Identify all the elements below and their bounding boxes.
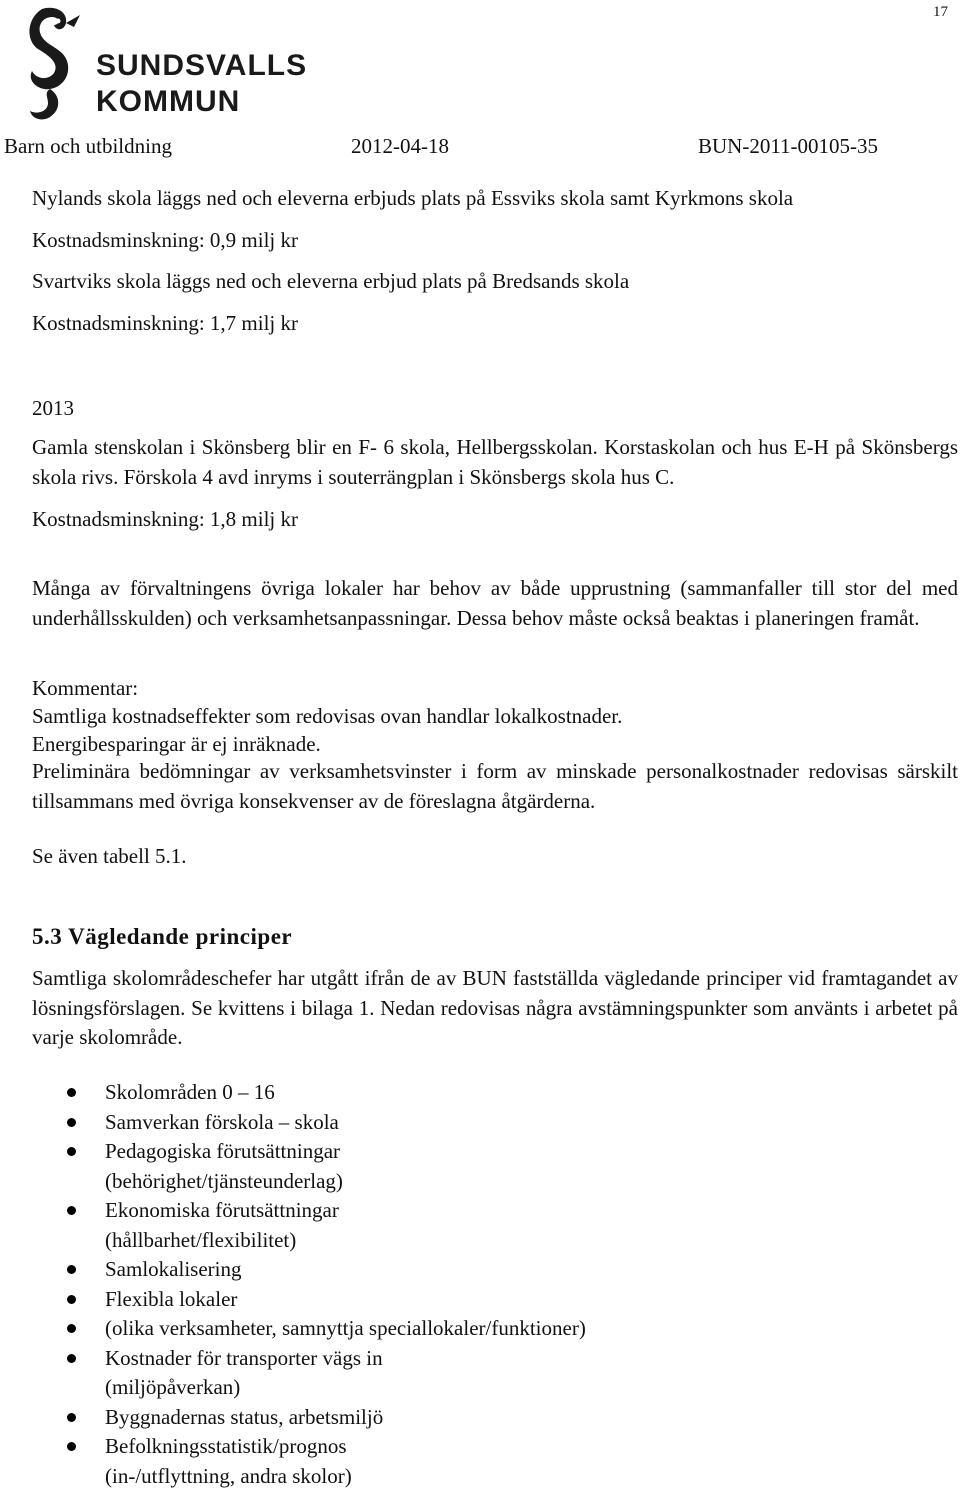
paragraph-many-text: Många av förvaltningens övriga lokaler har behov av både upprustning (sammanfaller till stor del med underhållsskulden) och verksamhetsanpassningar. Dessa behov måste också beaktas i planeringen framåt.: [32, 576, 958, 630]
body-line-4: Kostnadsminskning: 1,7 milj kr: [32, 311, 299, 335]
body-line-1: Nylands skola läggs ned och eleverna erbjuds plats på Essviks skola samt Kyrkmons skola: [32, 186, 794, 210]
paragraph-2013-text: Gamla stenskolan i Skönsberg blir en F- 6 skola, Hellbergsskolan. Korstaskolan och hus E-H på Skönsbergs skola rivs. Förskola 4 avd inryms i souterrängplan i Skönsbergs skola hus C.: [32, 435, 958, 489]
bullet-icon: [67, 1118, 76, 1127]
see-also: Se även tabell 5.1.: [32, 844, 187, 868]
principles-list: [0, 1078, 586, 1491]
comment-line-1: Samtliga kostnadseffekter som redovisas ovan handlar lokalkostnader.: [32, 704, 623, 728]
bullet-icon: [67, 1442, 76, 1451]
section-intro: [32, 964, 958, 1053]
list-item: Ekonomiska förutsättningar (hållbarhet/flexibilitet): [0, 1196, 586, 1255]
logo-line2: KOMMUN: [96, 85, 241, 118]
year-label: 2013: [32, 396, 74, 420]
header-department: Barn och utbildning: [4, 134, 172, 158]
list-item: (olika verksamheter, samnyttja speciallokaler/funktioner): [0, 1314, 586, 1344]
body-line-2: Kostnadsminskning: 0,9 milj kr: [32, 228, 299, 252]
paragraph-prelim-text: Preliminära bedömningar av verksamhetsvinster i form av minskade personalkostnader redovisas särskilt tillsammans med övriga konsekvenser av de föreslagna åtgärderna.: [32, 759, 958, 813]
section-heading: 5.3 Vägledande principer: [32, 924, 293, 949]
bullet-icon: [67, 1147, 76, 1156]
comment-label: Kommentar:: [32, 676, 139, 700]
bullet-icon: [67, 1265, 76, 1274]
page-number: 17: [933, 4, 948, 20]
bullet-icon: [67, 1088, 76, 1097]
list-item: Pedagogiska förutsättningar (behörighet/tjänsteunderlag): [0, 1137, 586, 1196]
bullet-icon: [67, 1295, 76, 1304]
header-reference: BUN-2011-00105-35: [698, 134, 879, 158]
body-line-3: Svartviks skola läggs ned och eleverna erbjud plats på Bredsands skola: [32, 269, 630, 293]
sundsvalls-kommun-logo: [20, 5, 308, 123]
section-intro-text: Samtliga skolområdeschefer har utgått ifrån de av BUN fastställda vägledande principer vid framtagandet av lösningsförslagen. Se kvittens i bilaga 1. Nedan redovisas några avstämningspunkter som använts i arbetet på varje skolområde.: [32, 966, 958, 1049]
list-item: Flexibla lokaler: [0, 1285, 586, 1315]
bullet-icon: [67, 1354, 76, 1363]
paragraph-many: [32, 574, 958, 633]
list-item: Samverkan förskola – skola: [0, 1108, 586, 1138]
page-header: [0, 134, 960, 160]
header-date: 2012-04-18: [351, 134, 449, 158]
list-item: Skolområden 0 – 16: [0, 1078, 586, 1108]
list-item: Samlokalisering: [0, 1255, 586, 1285]
paragraph-2013: [32, 433, 958, 492]
bullet-icon: [67, 1324, 76, 1333]
list-item: Byggnadernas status, arbetsmiljö: [0, 1403, 586, 1433]
list-item: Kostnader för transporter vägs in (miljöpåverkan): [0, 1344, 586, 1403]
body-line-5: Kostnadsminskning: 1,8 milj kr: [32, 507, 299, 531]
paragraph-prelim: [32, 757, 958, 816]
seahorse-emblem-icon: [20, 5, 90, 123]
bullet-icon: [67, 1413, 76, 1422]
bullet-icon: [67, 1206, 76, 1215]
list-item: Befolkningsstatistik/prognos (in-/utflyttning, andra skolor): [0, 1432, 586, 1491]
logo-line1: SUNDSVALLS: [96, 49, 308, 82]
comment-line-2: Energibesparingar är ej inräknade.: [32, 732, 321, 756]
